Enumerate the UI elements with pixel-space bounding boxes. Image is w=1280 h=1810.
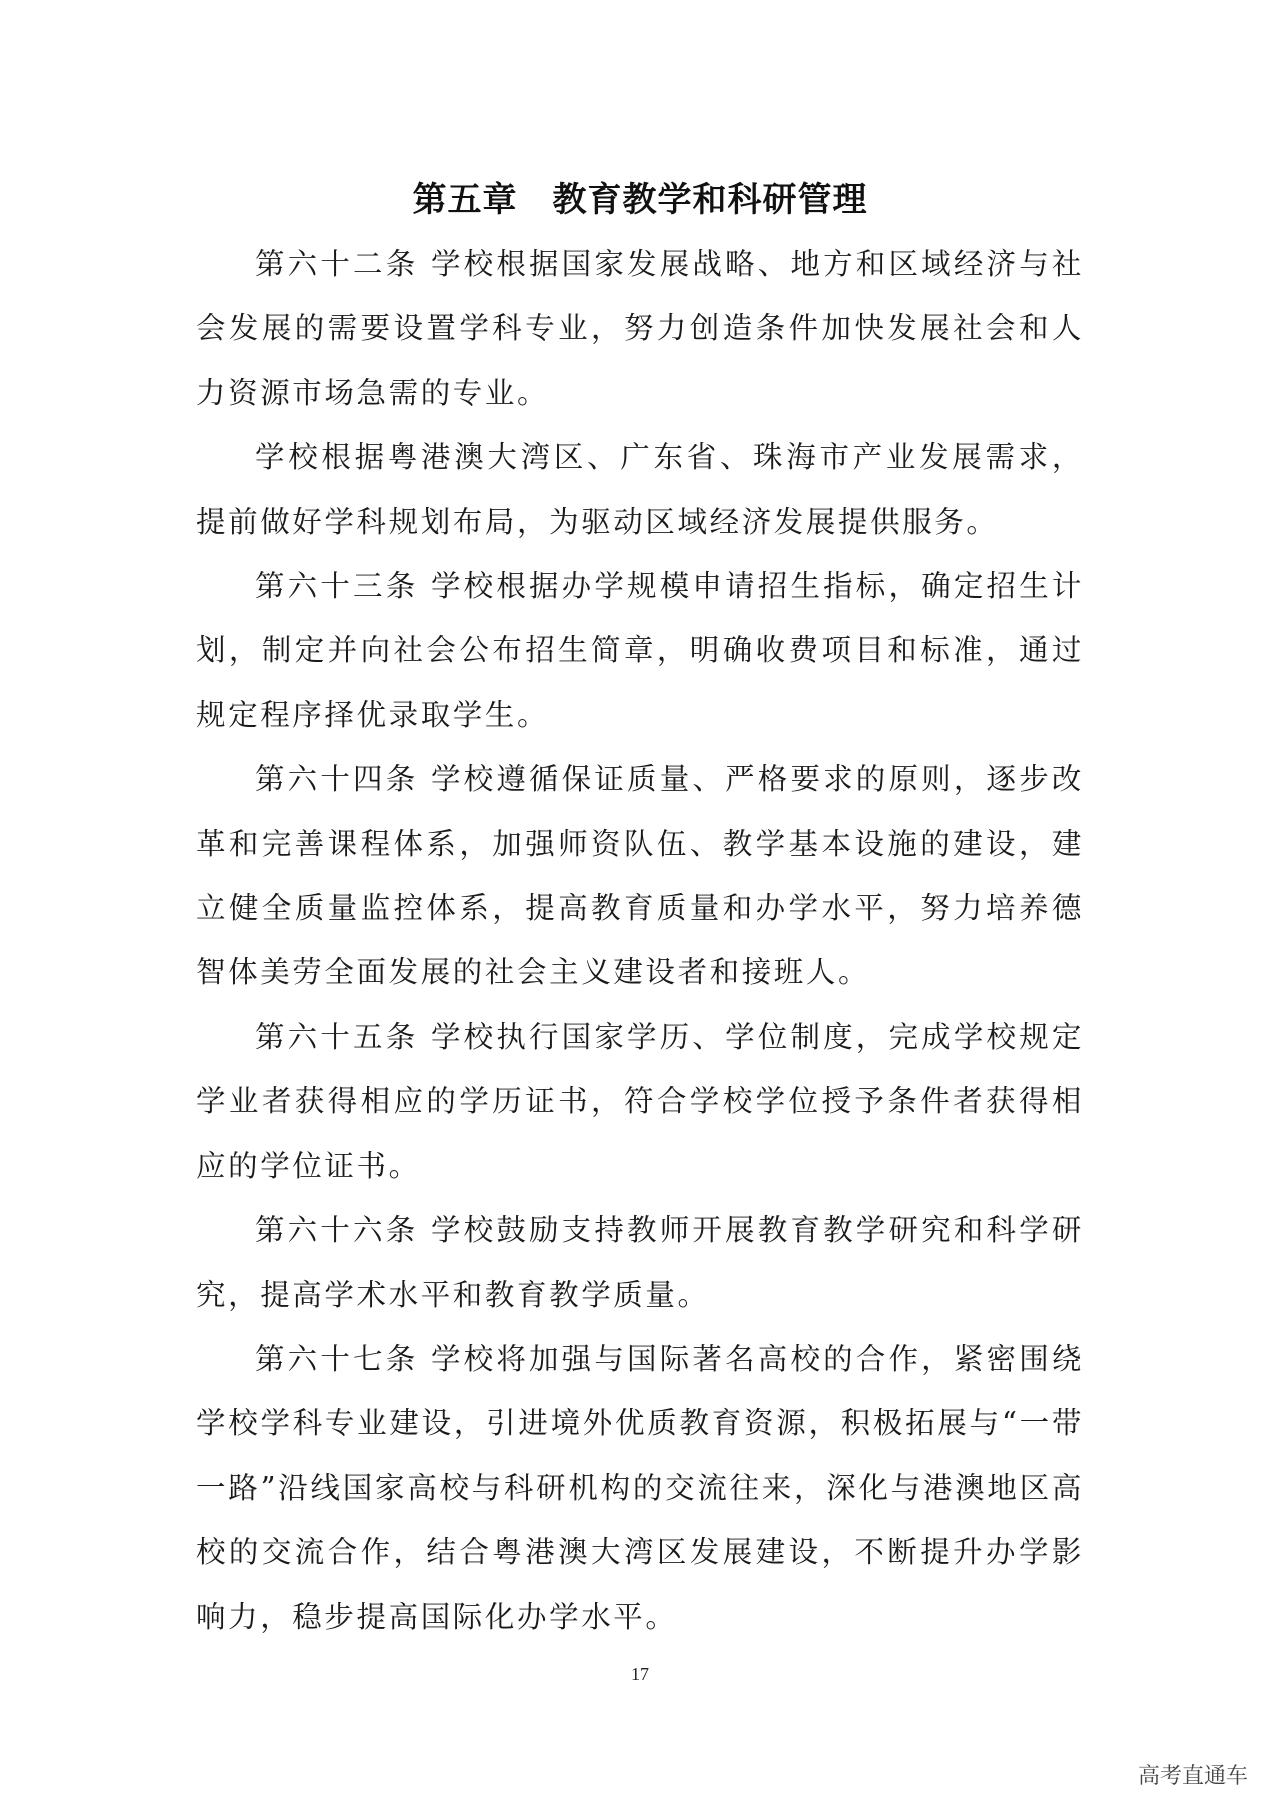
article-62-continuation-paragraph: 学校根据粤港澳大湾区、广东省、珠海市产业发展需求，提前做好学科规划布局，为驱动区域经济发展提供服务。 [196, 440, 1084, 539]
article-66-paragraph: 第六十六条 学校鼓励支持教师开展教育教学研究和科学研究，提高学术水平和教育教学质量。 [196, 1213, 1084, 1312]
watermark-label: 高考直通车 [1132, 1757, 1254, 1792]
article-63-paragraph: 第六十三条 学校根据办学规模申请招生指标，确定招生计划，制定并向社会公布招生简章，明确收费项目和标准，通过规定程序择优录取学生。 [196, 569, 1084, 732]
article-62-paragraph: 第六十二条 学校根据国家发展战略、地方和区域经济与社会发展的需要设置学科专业，努力创造条件加快发展社会和人力资源市场急需的专业。 [196, 247, 1084, 410]
page-number: 17 [631, 1664, 649, 1684]
article-65-paragraph: 第六十五条 学校执行国家学历、学位制度，完成学校规定学业者获得相应的学历证书，符合学校学位授予条件者获得相应的学位证书。 [196, 1019, 1084, 1183]
chapter-title: 第五章 教育教学和科研管理 [412, 180, 868, 220]
article-67-paragraph: 第六十七条 学校将加强与国际著名高校的合作，紧密围绕学校学科专业建设，引进境外优质教育资源，积极拓展与“一带一路”沿线国家高校与科研机构的交流往来，深化与港澳地区高校的交流合作，结合粤港澳大湾区发展建设，不断提升办学影响力，稳步提高国际化办学水平。 [196, 1341, 1084, 1634]
document-body [196, 232, 1084, 1649]
article-64-paragraph: 第六十四条 学校遵循保证质量、严格要求的原则，逐步改革和完善课程体系，加强师资队伍、教学基本设施的建设，建立健全质量监控体系，提高教育质量和办学水平，努力培养德智体美劳全面发展的社会主义建设者和接班人。 [196, 762, 1084, 990]
